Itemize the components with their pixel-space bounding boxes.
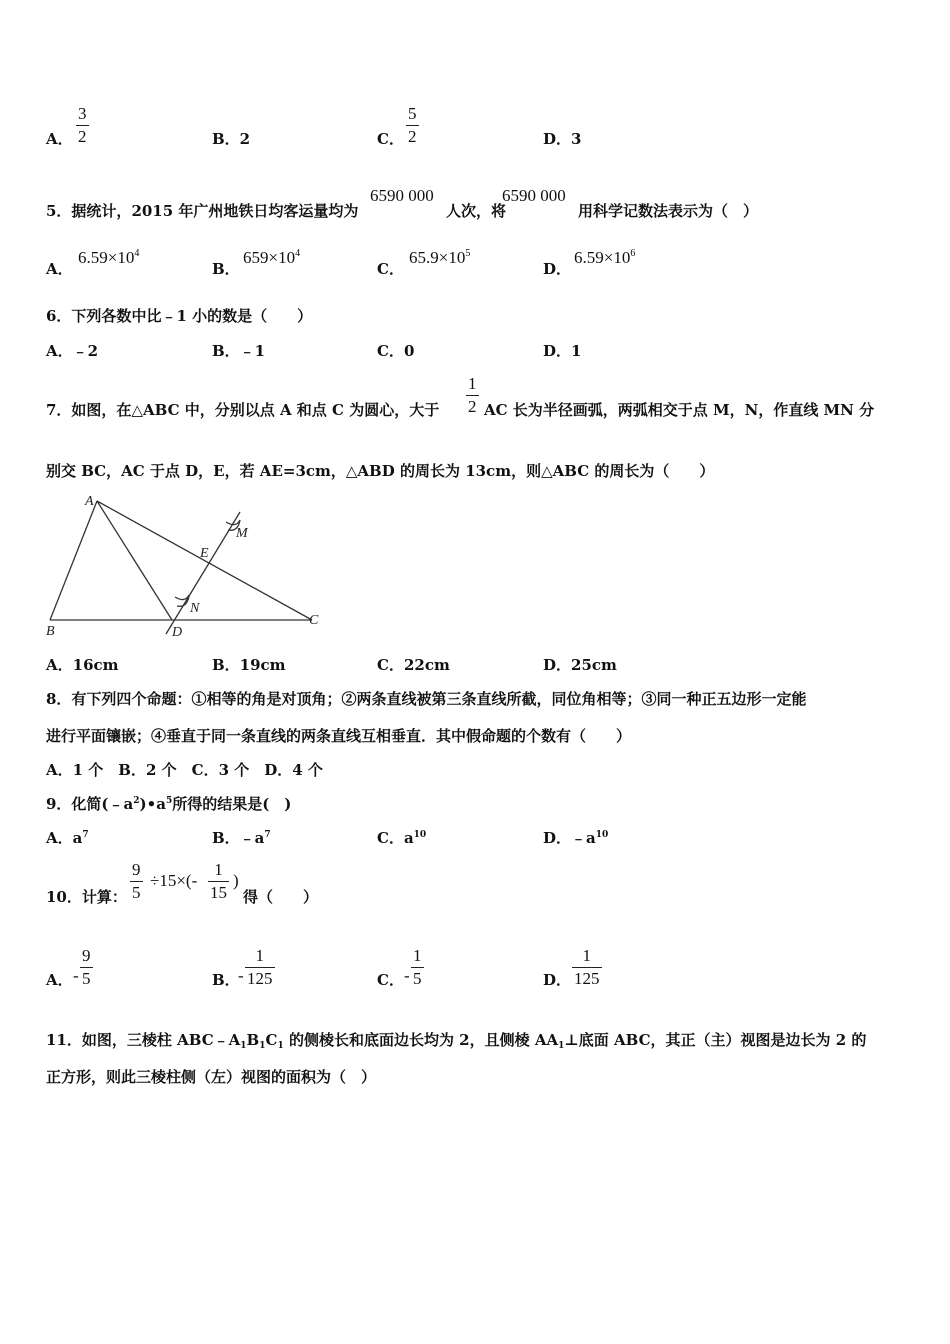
q10-option-b-fraction [245,946,275,989]
q11-stem-line1 [46,1029,866,1051]
q4-option-c-fraction [406,104,419,147]
stem-part1: 9．化简(﹣a [46,795,134,813]
subscript: 1 [240,1041,247,1051]
fraction-bar [572,967,602,968]
q7-option-d: D．25cm [543,656,617,674]
option-text: D．﹣a [543,829,596,847]
q5-option-c-value [409,248,470,268]
exponent: 4 [295,248,301,259]
q10-option-a-sign: - [73,966,79,985]
q11-stem-line2: 正方形，则此三棱柱侧（左）视图的面积为（ ） [46,1068,377,1086]
option-text: C．a [377,829,414,847]
option-text: B．﹣a [212,829,265,847]
option-text: A．a [46,829,83,847]
q5-stem-part3: 用科学记数法表示为（ ） [578,202,759,220]
subscript: 1 [277,1041,284,1051]
fraction-denominator: 125 [574,969,600,988]
q9-option-b [212,827,271,848]
fraction-denominator: 125 [247,969,273,988]
exponent: 4 [134,248,140,259]
label-d: D [172,625,183,640]
q6-option-a: A．﹣2 [46,342,99,360]
q10-expression-middle: ÷15×(- [150,871,198,890]
segment-ab [50,501,97,620]
q4-option-a-fraction [76,104,89,147]
subscript: 1 [259,1041,266,1051]
q7-option-b: B．19cm [212,656,286,674]
q10-stem-label: 10．计算： [46,888,127,906]
line1-part1: 11．如图，三棱柱 ABC﹣A [46,1031,241,1049]
q7-stem-part3: 别交 BC，AC 于点 D，E，若 AE=3cm，△ABD 的周长为 13cm，则△ABC 的周长为（ ） [46,462,715,480]
q9-option-c [377,827,426,848]
fraction-numerator: 1 [255,946,264,965]
fraction-numerator: 1 [214,860,223,879]
label-m: M [236,526,248,541]
fraction-bar [76,125,89,126]
q10-option-d-label: D． [543,971,572,989]
q7-option-c: C．22cm [377,656,450,674]
q5-option-c-label: C． [377,260,404,278]
q8-stem-line2: 进行平面镶嵌；④垂直于同一条直线的两条直线互相垂直．其中假命题的个数有（ ） [46,727,632,745]
q9-option-a [46,827,89,848]
q8-options: A．1 个 B．2 个 C．3 个 D．4 个 [46,761,323,779]
q10-option-a-label: A． [46,971,73,989]
q5-option-b-label: B． [212,260,240,278]
q5-stem-part1: 5．据统计，2015 年广州地铁日均客运量均为 [46,202,359,220]
subscript: 1 [558,1041,565,1051]
line1-part3: ⊥底面 ABC，其正（主）视图是边长为 2 的 [564,1031,867,1049]
mantissa: 6.59×10 [78,248,135,267]
q4-option-b: B．2 [212,130,251,148]
q10-fraction-1 [130,860,143,903]
line1-b: B [246,1031,260,1049]
exponent: 6 [630,248,636,259]
fraction-numerator: 3 [78,104,87,123]
fraction-numerator: 1 [468,374,477,393]
stem-part2: )•a [139,795,166,813]
q5-number-2: 6590 000 [502,186,566,205]
line1-c: C [265,1031,278,1049]
q8-stem-line1: 8．有下列四个命题：①相等的角是对顶角；②两条直线被第三条直线所截，同位角相等；③同一种正五边形一定能 [46,690,807,708]
q5-option-b-value [243,248,300,268]
q6-option-c: C．0 [377,342,415,360]
label-n: N [190,601,200,616]
fraction-denominator: 2 [468,397,477,416]
label-b: B [46,624,55,639]
q5-option-d-value [574,248,635,268]
fraction-denominator: 5 [82,969,91,988]
fraction-bar [208,881,229,882]
stem-exponent2: 5 [165,796,173,806]
q10-option-a-fraction [80,946,93,989]
q10-close-paren: ) [233,871,239,890]
q10-option-d-fraction [572,946,602,989]
option-exponent: 10 [595,830,609,840]
fraction-denominator: 2 [78,127,87,146]
q10-fraction-2 [208,860,229,903]
fraction-numerator: 1 [582,946,591,965]
q5-stem-part2: 人次，将 [446,202,507,220]
mantissa: 65.9×10 [409,248,466,267]
fraction-bar [80,967,93,968]
q5-option-a-value [78,248,139,268]
option-exponent: 10 [413,830,427,840]
fraction-numerator: 5 [408,104,417,123]
q7-triangle-figure [40,490,340,640]
q5-option-a-label: A． [46,260,73,278]
label-a: A [85,494,94,509]
option-exponent: 7 [264,830,271,840]
fraction-bar [130,881,143,882]
q4-option-c-label: C． [377,130,404,148]
q4-option-a-label: A． [46,130,73,148]
q10-option-c-sign: - [404,966,410,985]
exponent: 5 [465,248,471,259]
fraction-bar [245,967,275,968]
fraction-bar [406,125,419,126]
fraction-numerator: 1 [413,946,422,965]
q10-option-c-label: C． [377,971,404,989]
q10-option-b-label: B． [212,971,240,989]
mantissa: 659×10 [243,248,296,267]
q7-option-a: A．16cm [46,656,119,674]
q10-stem-tail: 得（ ） [243,888,319,906]
stem-exponent1: 2 [133,796,140,806]
q5-number-1: 6590 000 [370,186,434,205]
q7-half-fraction [466,374,479,417]
label-e: E [200,546,209,561]
label-c: C [309,613,319,628]
fraction-bar [466,395,479,396]
q10-option-b-sign: - [238,966,244,985]
q10-option-c-fraction [411,946,424,989]
q9-stem [46,793,291,814]
q6-option-b: B．﹣1 [212,342,266,360]
fraction-denominator: 2 [408,127,417,146]
q9-option-d [543,827,608,848]
q7-stem-part1: 7．如图，在△ABC 中，分别以点 A 和点 C 为圆心，大于 [46,401,440,419]
fraction-bar [411,967,424,968]
q4-option-d: D．3 [543,130,582,148]
fraction-denominator: 5 [413,969,422,988]
segment-ad [97,501,172,620]
option-exponent: 7 [82,830,89,840]
q5-option-d-label: D． [543,260,572,278]
stem-part3: 所得的结果是( ) [172,795,292,813]
mantissa: 6.59×10 [574,248,631,267]
line1-part2: 的侧棱长和底面边长均为 2，且侧棱 AA [283,1031,559,1049]
q6-stem: 6．下列各数中比﹣1 小的数是（ ） [46,307,313,325]
fraction-numerator: 9 [82,946,91,965]
fraction-numerator: 9 [132,860,141,879]
q6-option-d: D．1 [543,342,582,360]
q7-stem-part2: AC 长为半径画弧，两弧相交于点 M，N，作直线 MN 分 [484,401,875,419]
fraction-denominator: 15 [210,883,227,902]
fraction-denominator: 5 [132,883,141,902]
